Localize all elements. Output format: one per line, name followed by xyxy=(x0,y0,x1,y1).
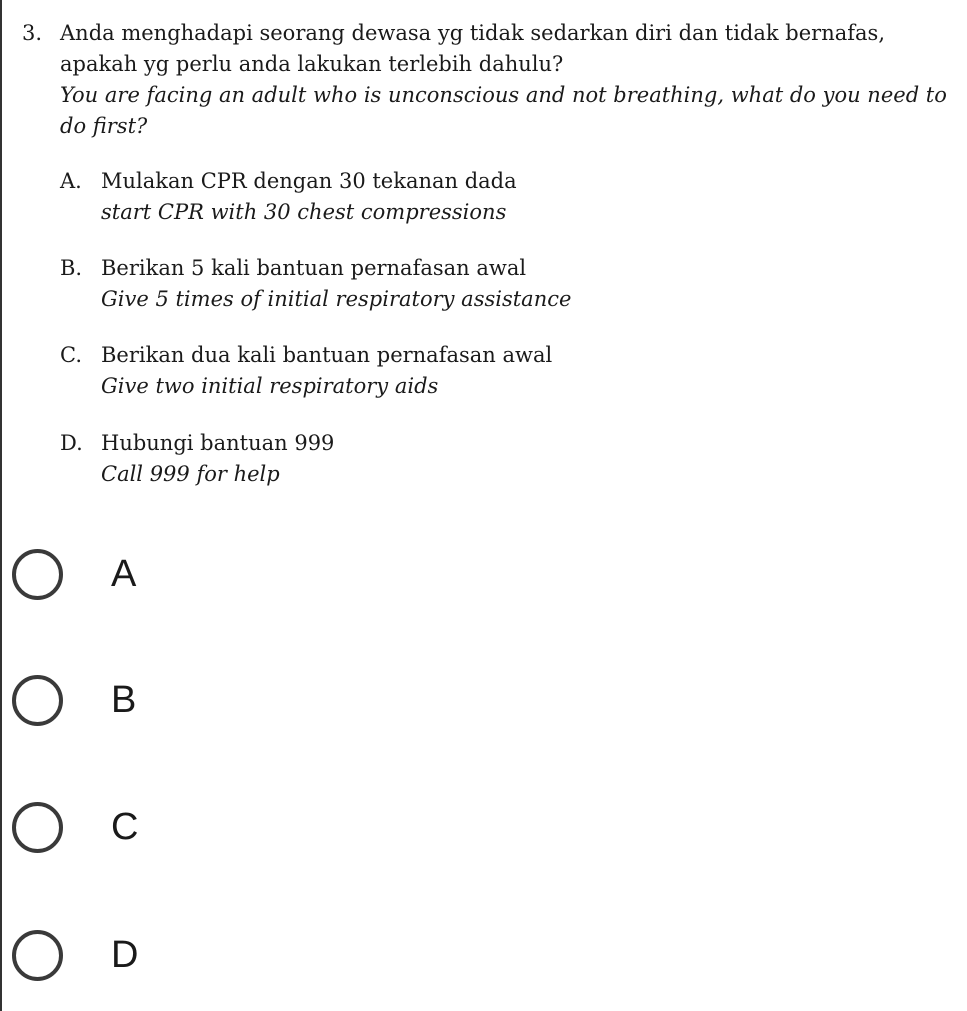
answer-choice-c[interactable] xyxy=(12,796,138,858)
option-text xyxy=(101,340,552,402)
answer-choice-label[interactable]: A xyxy=(111,552,137,595)
option-text-english: Call 999 for help xyxy=(101,462,280,486)
answer-choice-label[interactable]: D xyxy=(111,933,139,976)
option-text-malay: Hubungi bantuan 999 xyxy=(101,431,335,455)
option-b xyxy=(60,253,571,315)
answer-choice-label[interactable]: C xyxy=(111,805,139,848)
radio-button-d[interactable] xyxy=(12,930,63,981)
question-text-malay: Anda menghadapi seorang dewasa yg tidak sedarkan diri dan tidak bernafas, apakah yg perlu anda lakukan terlebih dahulu? xyxy=(60,21,885,76)
option-text-malay: Mulakan CPR dengan 30 tekanan dada xyxy=(101,169,517,193)
option-letter: C. xyxy=(60,343,82,367)
question-block xyxy=(22,18,957,142)
option-text-english: Give two initial respiratory aids xyxy=(101,374,439,398)
question-text-english: You are facing an adult who is unconscious and not breathing, what do you need to do first? xyxy=(60,83,947,138)
option-d xyxy=(60,428,334,490)
option-letter: D. xyxy=(60,431,83,455)
question-text xyxy=(60,18,957,142)
option-text-malay: Berikan 5 kali bantuan pernafasan awal xyxy=(101,256,527,280)
option-text xyxy=(101,428,334,490)
question-number: 3. xyxy=(22,21,43,45)
option-c xyxy=(60,340,552,402)
option-text-english: start CPR with 30 chest compressions xyxy=(101,200,507,224)
option-text-english: Give 5 times of initial respiratory assistance xyxy=(101,287,572,311)
option-a xyxy=(60,166,517,228)
radio-button-b[interactable] xyxy=(12,675,63,726)
answer-choice-d[interactable] xyxy=(12,924,138,986)
option-text-malay: Berikan dua kali bantuan pernafasan awal xyxy=(101,343,553,367)
radio-button-a[interactable] xyxy=(12,549,63,600)
option-text xyxy=(101,166,517,228)
answer-choice-a[interactable] xyxy=(12,543,136,605)
answer-choice-b[interactable] xyxy=(12,669,136,731)
left-border xyxy=(0,0,2,1011)
option-letter: A. xyxy=(60,169,82,193)
option-text xyxy=(101,253,571,315)
answer-choice-label[interactable]: B xyxy=(111,678,137,721)
option-letter: B. xyxy=(60,256,83,280)
radio-button-c[interactable] xyxy=(12,802,63,853)
